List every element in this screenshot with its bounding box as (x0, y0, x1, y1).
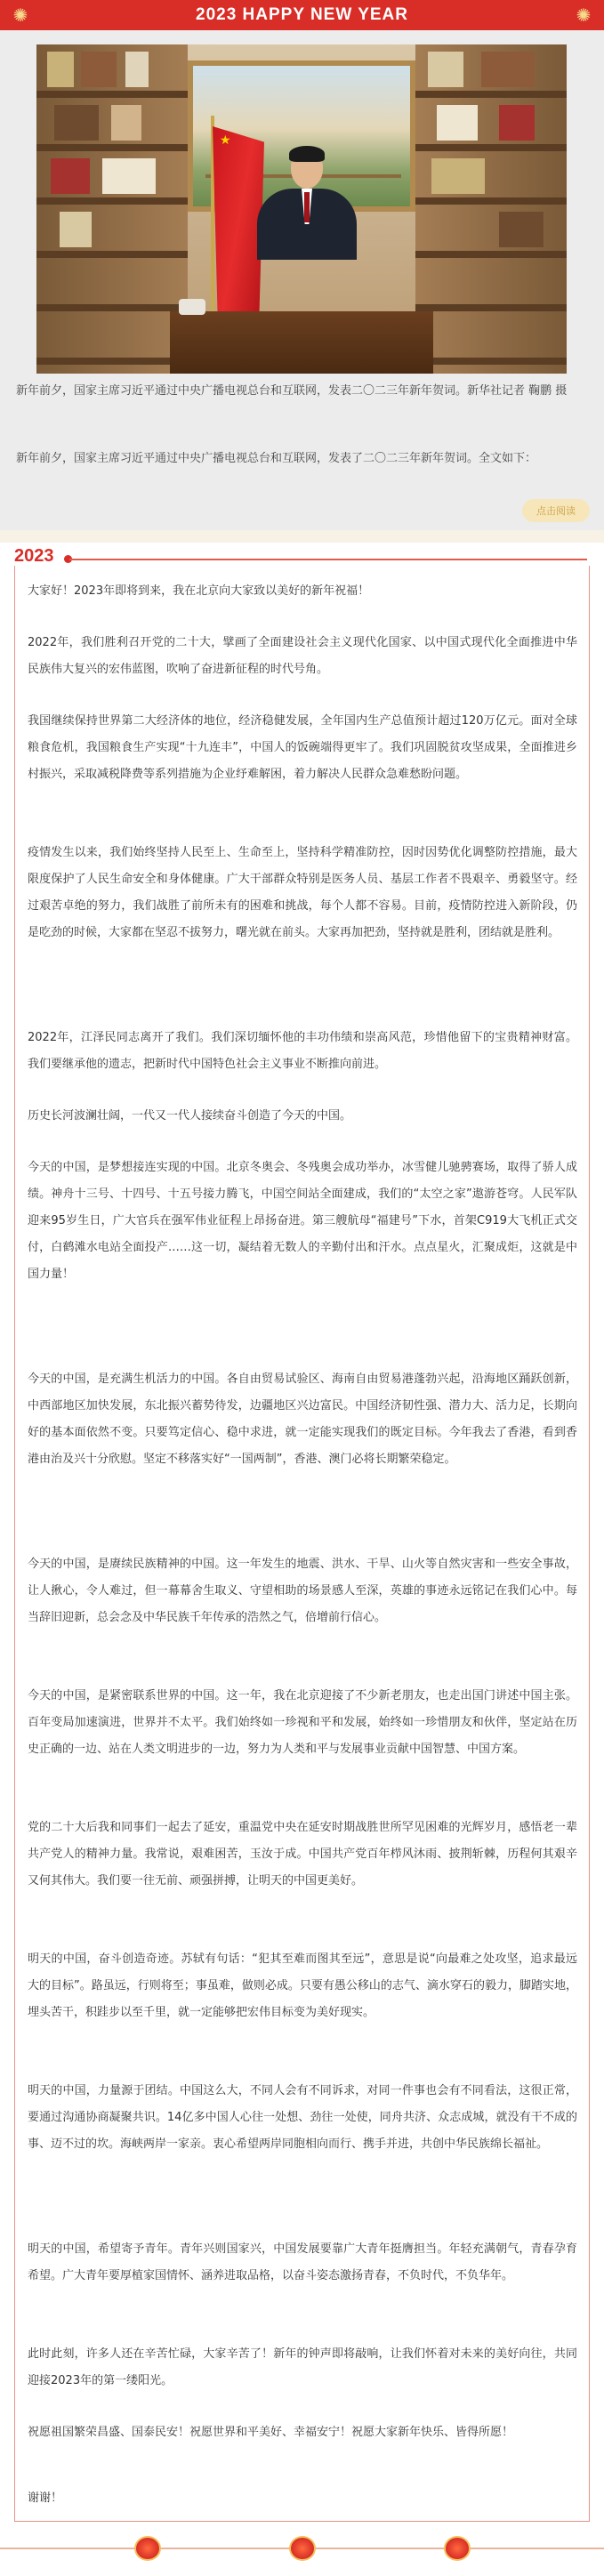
paragraph: 党的二十大后我和同事们一起去了延安，重温党中央在延安时期战胜世所罕见困难的光辉岁月，感悟老一辈共产党人的精神力量。我常说，艰难困苦，玉汝于成。中国共产党百年栉风沐雨、披荆斩棘，历程何其艰辛又何其伟大。我们要一往无前、顽强拼搏，让明天的中国更美好。 (28, 1821, 577, 1888)
paragraph: 我国继续保持世界第二大经济体的地位，经济稳健发展，全年国内生产总值预计超过120万亿元。面对全球粮食危机，我国粮食生产实现“十九连丰”，中国人的饭碗端得更牢了。我们巩固脱贫攻坚成果，全面推进乡村振兴，采取减税降费等系列措施为企业纾难解困，着力解决人民群众急难愁盼问题。 (28, 714, 577, 781)
paragraph: 明天的中国，奋斗创造奇迹。苏轼有句话：“犯其至难而图其至远”，意思是说“向最难之处攻坚，追求最远大的目标”。路虽远，行则将至；事虽难，做则必成。只要有愚公移山的志气、滴水穿石的毅力，脚踏实地，埋头苦干，积跬步以至千里，就一定能够把宏伟目标变为美好现实。 (28, 1952, 577, 2019)
paragraph: 谢谢！ (28, 2491, 63, 2505)
read-badge[interactable]: 点击阅读 (522, 499, 590, 522)
lantern-icon (285, 2531, 320, 2566)
bookshelf-right (415, 44, 567, 374)
section-rule (69, 559, 587, 560)
speech-content (14, 566, 590, 2522)
paragraph: 今天的中国，是紧密联系世界的中国。这一年，我在北京迎接了不少新老朋友，也走出国门讲述中国主张。百年变局加速演进，世界并不太平。我们始终如一珍视和平和发展，始终如一珍惜朋友和伙伴，坚定站在历史正确的一边、站在人类文明进步的一边，努力为人类和平与发展事业贡献中国智慧、中国方案。 (28, 1689, 577, 1756)
footer-decoration (0, 2522, 604, 2576)
star-icon: ★ (220, 133, 231, 148)
section-year-tag: 2023 (14, 546, 54, 566)
lantern-icon (130, 2531, 165, 2566)
paragraph: 疫情发生以来，我们始终坚持人民至上、生命至上，坚持科学精准防控，因时因势优化调整防控措施，最大限度保护了人民生命安全和身体健康。广大干部群众特别是医务人员、基层工作者不畏艰辛、勇毅坚守。经过艰苦卓绝的努力，我们战胜了前所未有的困难和挑战，每个人都不容易。目前，疫情防控进入新阶段，仍是吃劲的时候，大家都在坚忍不拔努力，曙光就在前头。大家再加把劲，坚持就是胜利，团结就是胜利。 (28, 846, 577, 939)
paragraph: 今天的中国，是梦想接连实现的中国。北京冬奥会、冬残奥会成功举办，冰雪健儿驰骋赛场，取得了骄人成绩。神舟十三号、十四号、十五号接力腾飞，中国空间站全面建成，我们的“太空之家”遨游苍穹。人民军队迎来95岁生日，广大官兵在强军伟业征程上昂扬奋进。第三艘航母“福建号”下水，首架C919大飞机正式交付，白鹤滩水电站全面投产……这一切，凝结着无数人的辛勤付出和汗水。点点星火，汇聚成炬，这就是中国力量！ (28, 1161, 577, 1281)
paragraph: 2022年，我们胜利召开党的二十大，擘画了全面建设社会主义现代化国家、以中国式现代化全面推进中华民族伟大复兴的宏伟蓝图，吹响了奋进新征程的时代号角。 (28, 636, 577, 676)
banner-title: 2023 HAPPY NEW YEAR (196, 5, 408, 24)
bookshelf-left (36, 44, 188, 374)
intro-text: 新年前夕，国家主席习近平通过中央广播电视总台和互联网，发表了二〇二三年新年贺词。全文如下： (16, 452, 537, 465)
photo-caption: 新年前夕，国家主席习近平通过中央广播电视总台和互联网，发表二〇二三年新年贺词。新华社记者 鞠鹏 摄 (16, 384, 568, 398)
paragraph: 2022年，江泽民同志离开了我们。我们深切缅怀他的丰功伟绩和崇高风范，珍惜他留下的宝贵精神财富。我们要继承他的遗志，把新时代中国特色社会主义事业不断推向前进。 (28, 1031, 577, 1071)
paragraph: 明天的中国，力量源于团结。中国这么大，不同人会有不同诉求，对同一件事也会有不同看法，这很正常，要通过沟通协商凝聚共识。14亿多中国人心往一处想、劲往一处使，同舟共济、众志成城，就没有干不成的事、迈不过的坎。海峡两岸一家亲。衷心希望两岸同胞相向而行、携手并进，共创中华民族绵长福祉。 (28, 2084, 577, 2151)
speaker-figure (266, 149, 346, 247)
paragraph: 大家好！2023年即将到来，我在北京向大家致以美好的新年祝福！ (28, 584, 370, 598)
intro-section (0, 30, 604, 530)
paragraph: 今天的中国，是赓续民族精神的中国。这一年发生的地震、洪水、干旱、山火等自然灾害和一些安全事故，让人揪心，令人难过，但一幕幕舍生取义、守望相助的场景感人至深，英雄的事迹永远铭记在我们心中。每当辞旧迎新，总会念及中华民族千年传承的浩然之气，倍增前行信心。 (28, 1558, 577, 1624)
paragraph: 历史长河波澜壮阔，一代又一代人接续奋斗创造了今天的中国。 (28, 1109, 352, 1123)
paragraph: 此时此刻，许多人还在辛苦忙碌，大家辛苦了！新年的钟声即将敲响，让我们怀着对未来的美好向往，共同迎接2023年的第一缕阳光。 (28, 2347, 577, 2387)
divider-strip (0, 530, 604, 543)
desk (170, 311, 433, 374)
firework-icon: ✺ (12, 4, 28, 26)
paragraph: 明天的中国，希望寄予青年。青年兴则国家兴，中国发展要靠广大青年挺膺担当。年轻充满朝气，青春孕育希望。广大青年要厚植家国情怀、涵养进取品格，以奋斗姿态激扬青春，不负时代，不负华年。 (28, 2242, 577, 2282)
news-photo[interactable] (36, 44, 567, 374)
paragraph: 今天的中国，是充满生机活力的中国。各自由贸易试验区、海南自由贸易港蓬勃兴起，沿海地区踊跃创新，中西部地区加快发展，东北振兴蓄势待发，边疆地区兴边富民。中国经济韧性强、潜力大、活力足，长期向好的基本面依然不变。只要笃定信心、稳中求进，就一定能实现我们的既定目标。今年我去了香港，看到香港由治及兴十分欣慰。坚定不移落实好“一国两制”，香港、澳门必将长期繁荣稳定。 (28, 1373, 577, 1466)
firework-icon: ✺ (576, 4, 592, 26)
lantern-icon (439, 2531, 475, 2566)
paragraph: 祝愿祖国繁荣昌盛、国泰民安！祝愿世界和平美好、幸福安宁！祝愿大家新年快乐、皆得所愿！ (28, 2426, 514, 2439)
top-banner (0, 0, 604, 30)
